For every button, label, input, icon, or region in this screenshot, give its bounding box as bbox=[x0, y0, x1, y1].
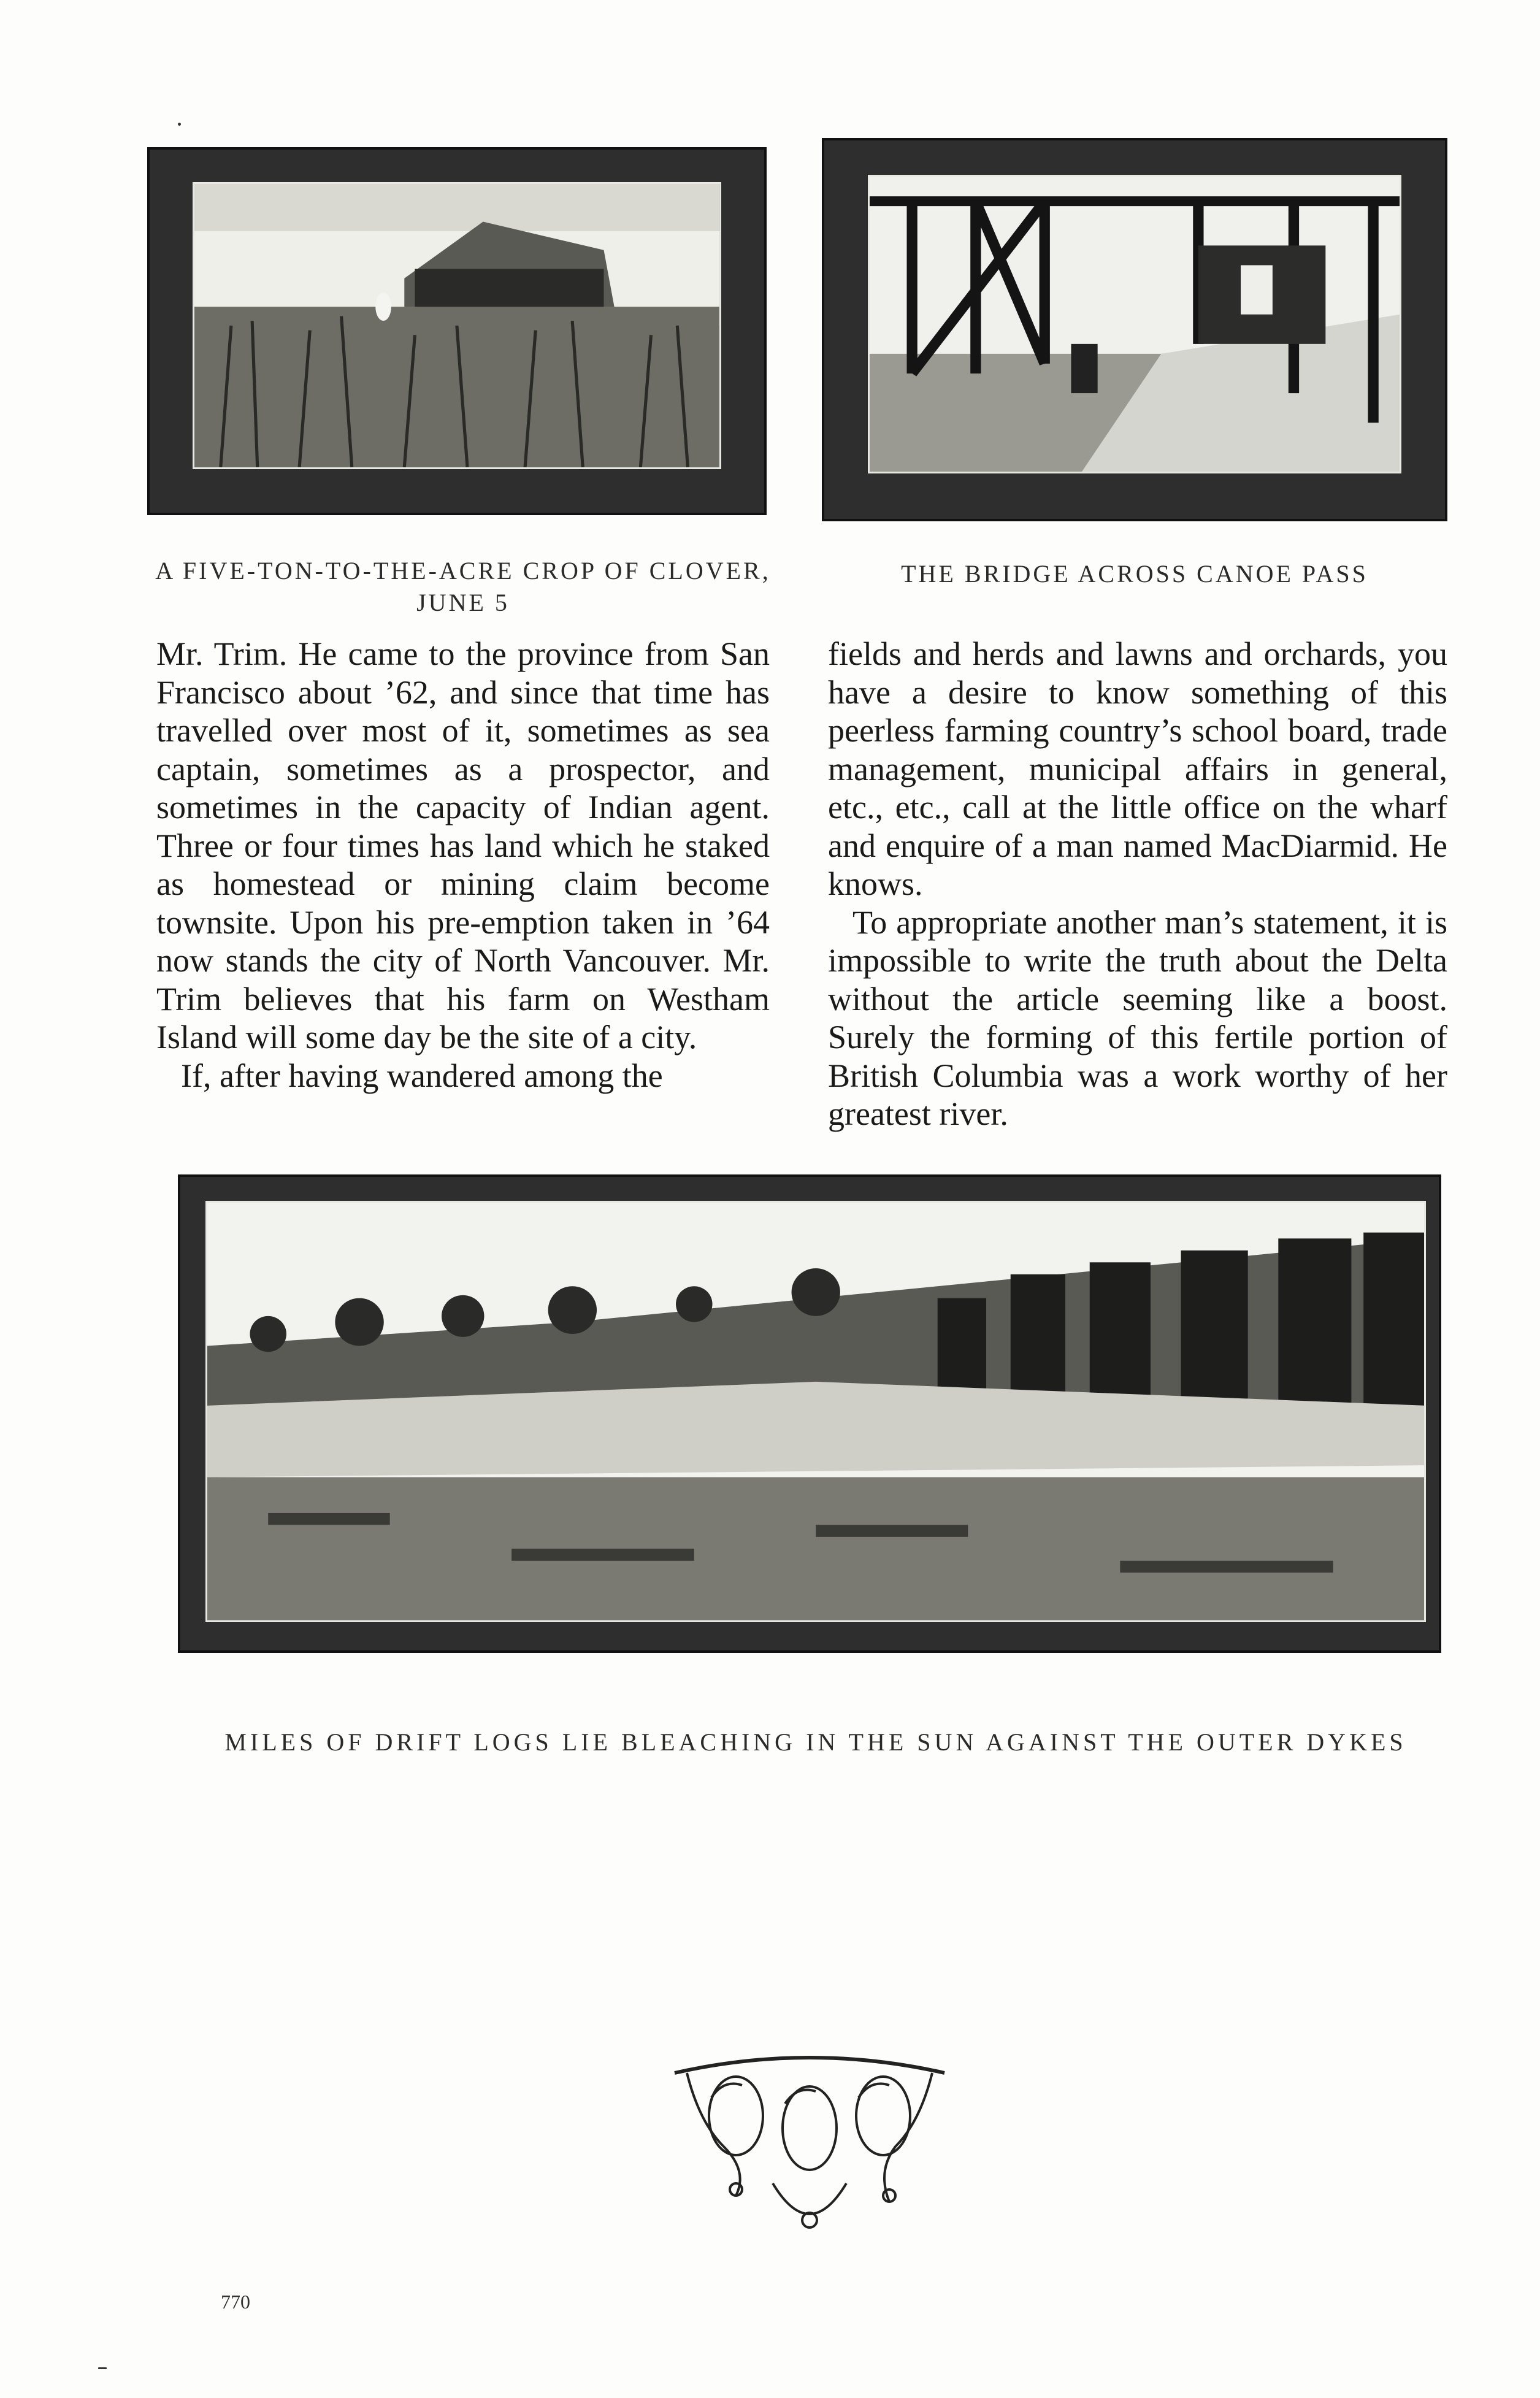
bridge-photo-caption: THE BRIDGE ACROSS CANOE PASS bbox=[901, 560, 1368, 588]
drift-logs-image bbox=[205, 1201, 1426, 1622]
scan-speck bbox=[178, 123, 181, 126]
right-paragraph-2: To appropriate another man’s statement, it is impossible to write the truth about the Delta without the article seeming like a boost. Surely the forming of this fertile portion of British Columbia was a work worthy of her greatest river. bbox=[828, 903, 1447, 1132]
page-number: 770 bbox=[221, 2291, 250, 2313]
decorative-faces-ornament bbox=[662, 2048, 957, 2245]
drift-logs-caption: MILES OF DRIFT LOGS LIE BLEACHING IN THE SUN AGAINST THE OUTER DYKES bbox=[224, 1728, 1407, 1756]
left-paragraph-2: If, after having wandered among the bbox=[181, 1057, 663, 1094]
right-paragraph-1: fields and herds and lawns and orchards, you have a desire to know something of this peerless farming country’s school board, trade management, municipal affairs in general, etc., etc., call at the little office on the wharf and enquire of a man named MacDiarmid. He knows. bbox=[828, 635, 1447, 902]
article-left-column bbox=[156, 635, 770, 1095]
bridge-image bbox=[868, 175, 1401, 473]
bridge-photo bbox=[822, 138, 1447, 521]
scan-speck bbox=[98, 2367, 107, 2369]
clover-field-image bbox=[193, 182, 721, 469]
clover-photo-caption: A FIVE-TON-TO-THE-ACRE CROP OF CLOVER, JUNE 5 bbox=[155, 557, 771, 616]
drift-logs-photo bbox=[178, 1174, 1441, 1653]
clover-field-photo bbox=[147, 147, 767, 515]
left-paragraph-1: Mr. Trim. He came to the province from San Francisco about ’62, and since that time has travelled over most of it, sometimes as sea captain, sometimes as a prospector, and sometimes in the capacity of Indian agent. Three or four times has land which he staked as homestead or mining claim become townsite. Upon his pre-emption taken in ’64 now stands the city of North Vancouver. Mr. Trim believes that his farm on Westham Island will some day be the site of a city. bbox=[156, 635, 770, 1055]
article-right-column bbox=[828, 635, 1447, 1133]
